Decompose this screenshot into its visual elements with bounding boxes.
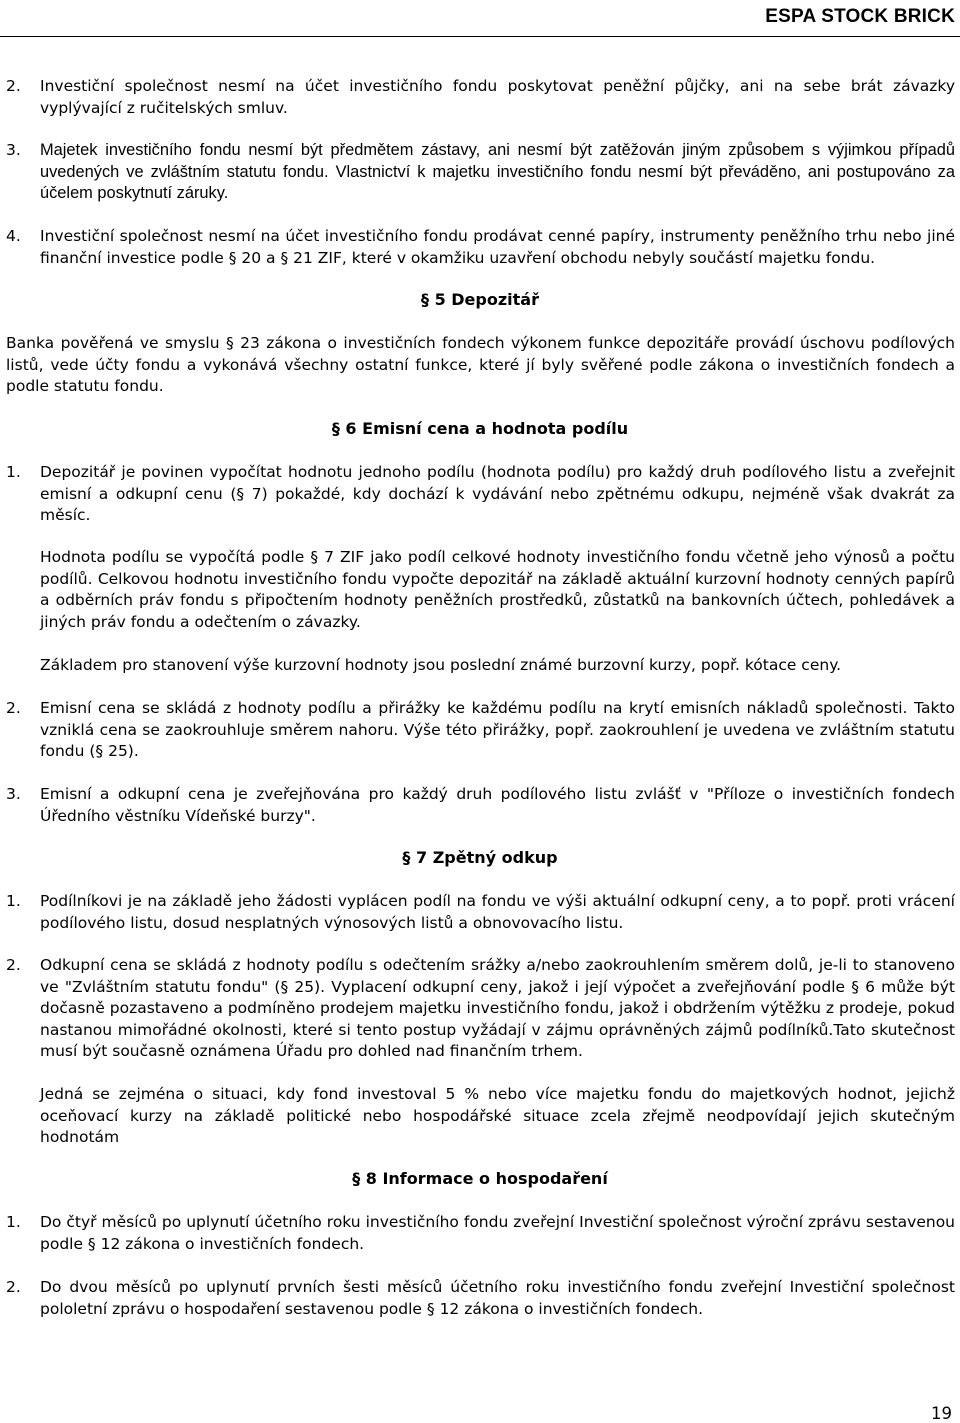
section-heading-depozitar: § 5 Depozitář xyxy=(421,290,539,309)
item-number: 2. xyxy=(6,956,21,974)
item-text: Investiční společnost nesmí na účet investičního fondu prodávat cenné papíry, instrumenty peněžního trhu nebo jiné finanční investice podle § 20 a § 21 ZIF, které v okamžiku uzavření obchodu nebyly součástí majetku fondu. xyxy=(40,227,955,267)
item-number: 2. xyxy=(6,699,21,717)
item-text: Do dvou měsíců po uplynutí prvních šesti měsíců účetního roku investičního fondu zveřejní Investiční společnost pololetní zprávu o hospodaření sestavenou podle § 12 zákona o investičních fondech. xyxy=(40,1278,955,1318)
item-number: 1. xyxy=(6,463,21,481)
list-item xyxy=(6,1212,955,1255)
list-item xyxy=(6,1277,955,1320)
item-text: Odkupní cena se skládá z hodnoty podílu s odečtením srážky a/nebo zaokrouhlením směrem dolů, je-li to stanoveno ve "Zvláštním statutu fondu" (§ 25). Vyplacení odkupní ceny, jakož i její výpočet a zveřejňování podle § 6 může být dočasně pozastaveno a podmíněno prodejem majetku investičního fondu, jakož i obdržením výtěžku z prodeje, pokud nastanou mimořádné okolnosti, které si tento postup vyžádají v zájmu oprávněných zájmů podílníků.Tato skutečnost musí být současně oznámena Úřadu pro dohled nad finančním trhem. xyxy=(40,956,955,1061)
document-title: ESPA STOCK BRICK xyxy=(765,6,955,27)
section-heading-zpetny-odkup: § 7 Zpětný odkup xyxy=(402,848,558,867)
section-heading-informace: § 8 Informace o hospodaření xyxy=(352,1169,608,1188)
list-item xyxy=(6,140,955,205)
item-text: Depozitář je povinen vypočítat hodnotu jednoho podílu (hodnota podílu) pro každý druh podílového listu a zveřejnit emisní a odkupní cenu (§ 7) pokaždé, kdy dochází k vydávání nebo zpětnému odkupu, nejméně však dvakrát za měsíc. xyxy=(40,463,955,525)
list-item xyxy=(6,698,955,763)
item-number: 1. xyxy=(6,1213,21,1231)
list-item xyxy=(6,891,955,934)
item-number: 3. xyxy=(6,785,21,803)
paragraph: Jedná se zejména o situaci, kdy fond investoval 5 % nebo více majetku fondu do majetkových hodnot, jejichž oceňovací kurzy na základě politické nebo hospodářské situace zcela zřejmě neodpovídají jejich skutečným hodnotám xyxy=(40,1085,955,1147)
paragraph: Banka pověřená ve smyslu § 23 zákona o investičních fondech výkonem funkce depozitáře provádí úschovu podílových listů, vede účty fondu a vykonává všechny ostatní funkce, které jí byly svěřené podle zákona o investičních fondech a podle statutu fondu. xyxy=(6,334,955,396)
item-number: 4. xyxy=(6,227,21,245)
item-text: Do čtyř měsíců po uplynutí účetního roku investičního fondu zveřejní Investiční společnost výroční zprávu sestavenou podle § 12 zákona o investičních fondech. xyxy=(40,1213,955,1253)
paragraph: Hodnota podílu se vypočítá podle § 7 ZIF jako podíl celkové hodnoty investičního fondu včetně jeho výnosů a počtu podílů. Celkovou hodnotu investičního fondu vypočte depozitář na základě aktuální kurzovní hodnoty cenných papírů a odběrních práv fondu s připočtením hodnoty peněžních prostředků, zůstatků na bankovních účtech, pohledávek a jiných práv fondu a odečtením o závazky. xyxy=(40,548,955,631)
item-text: Emisní cena se skládá z hodnoty podílu a přirážky ke každému podílu na krytí emisních nákladů společnosti. Takto vzniklá cena se zaokrouhluje směrem nahoru. Výše této přirážky, popř. zaokrouhlení je uvedena ve zvláštním statutu fondu (§ 25). xyxy=(40,699,955,761)
item-number: 3. xyxy=(6,141,21,159)
list-item xyxy=(6,462,955,527)
list-item xyxy=(6,226,955,269)
header-rule xyxy=(0,36,960,37)
section-heading-emisni-cena: § 6 Emisní cena a hodnota podílu xyxy=(331,419,629,438)
page-header xyxy=(0,0,960,38)
page-number: 19 xyxy=(931,1404,952,1423)
item-text: Majetek investičního fondu nesmí být předmětem zástavy, ani nesmí být zatěžován jiným způsobem s výjimkou případů uvedených ve zvláštním statutu fondu. Vlastnictví k majetku investičního fondu nesmí být převáděno, ani postupováno za účelem poskytnutí záruky. xyxy=(40,141,955,203)
item-text: Podílníkovi je na základě jeho žádosti vyplácen podíl na fondu ve výši aktuální odkupní ceny, a to popř. proti vrácení podílového listu, dosud nesplatných výnosových listů a obnovovacího listu. xyxy=(40,892,955,932)
item-number: 1. xyxy=(6,892,21,910)
item-number: 2. xyxy=(6,1278,21,1296)
item-number: 2. xyxy=(6,77,21,95)
item-text: Investiční společnost nesmí na účet investičního fondu poskytovat peněžní půjčky, ani na sebe brát závazky vyplývající z ručitelských smluv. xyxy=(40,77,955,117)
item-text: Emisní a odkupní cena je zveřejňována pro každý druh podílového listu zvlášť v "Příloze o investičních fondech Úředního věstníku Vídeňské burzy". xyxy=(40,785,955,825)
list-item xyxy=(6,955,955,1063)
list-item xyxy=(6,784,955,827)
paragraph: Základem pro stanovení výše kurzovní hodnoty jsou poslední známé burzovní kurzy, popř. kótace ceny. xyxy=(40,656,842,674)
list-item xyxy=(6,76,955,119)
